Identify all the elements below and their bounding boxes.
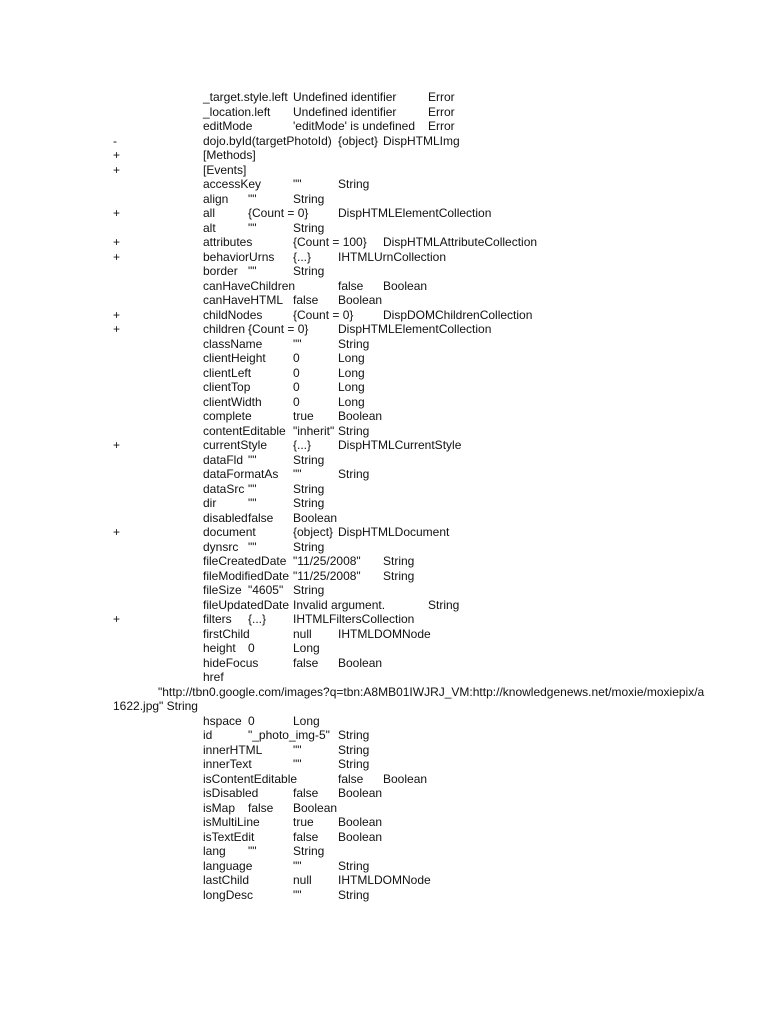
watch-row	[0, 743, 768, 758]
watch-cell: false	[293, 655, 319, 670]
expand-marker: +	[113, 249, 121, 264]
watch-cell: ""	[293, 467, 302, 481]
watch-cell: isTextEdit	[203, 829, 255, 844]
property-list-continued	[0, 714, 768, 903]
watch-cell: String	[383, 568, 415, 583]
expand-marker: +	[113, 307, 121, 322]
watch-row	[0, 656, 768, 671]
watch-cell: Boolean	[293, 800, 338, 815]
watch-cell: fileCreatedDate	[203, 554, 287, 568]
watch-row	[0, 728, 768, 743]
expand-marker: +	[113, 322, 121, 336]
watch-cell: attributes	[203, 235, 253, 249]
watch-cell: id	[203, 728, 213, 742]
watch-row	[0, 772, 768, 787]
watch-cell: isContentEditable	[203, 771, 298, 786]
watch-cell: 0	[248, 713, 255, 728]
watch-cell: String	[338, 858, 370, 873]
watch-cell: IHTMLFiltersCollection	[293, 612, 415, 626]
watch-row	[0, 859, 768, 874]
watch-cell: Boolean	[338, 815, 383, 829]
watch-row	[0, 395, 768, 410]
watch-row	[0, 511, 768, 526]
watch-cell: DispHTMLImg	[383, 133, 460, 148]
watch-cell: "4605"	[248, 583, 284, 597]
watch-row	[0, 540, 768, 555]
watch-row	[0, 308, 768, 323]
watch-cell: editMode	[203, 119, 253, 133]
watch-row	[0, 134, 768, 149]
watch-cell: {...}	[293, 249, 312, 264]
watch-row	[0, 786, 768, 801]
watch-row	[0, 815, 768, 830]
watch-cell: 0	[293, 394, 300, 409]
watch-cell: Error	[428, 104, 455, 119]
watch-cell: ""	[248, 481, 257, 496]
watch-cell: null	[293, 873, 312, 887]
watch-cell: lang	[203, 844, 226, 858]
watch-cell: Boolean	[293, 510, 338, 525]
watch-cell: ""	[293, 177, 302, 191]
watch-cell: false	[293, 829, 319, 844]
watch-cell: String	[338, 423, 370, 438]
watch-cell: "_photo_img-5"	[248, 728, 330, 742]
watch-cell: dataSrc	[203, 481, 245, 496]
watch-cell: Long	[293, 713, 320, 728]
watch-cell: true	[293, 815, 314, 829]
watch-cell: String	[428, 597, 460, 612]
watch-cell: ""	[293, 742, 302, 757]
watch-cell: lastChild	[203, 873, 250, 887]
watch-cell: Undefined identifier	[293, 104, 397, 119]
watch-cell: {object}	[338, 133, 379, 148]
watch-cell: _target.style.left	[203, 90, 288, 104]
watch-cell: String	[338, 336, 370, 351]
watch-cell: filters	[203, 612, 232, 626]
watch-cell: Boolean	[383, 771, 428, 786]
watch-row	[0, 424, 768, 439]
watch-cell: fileUpdatedDate	[203, 597, 290, 612]
watch-cell: dir	[203, 496, 217, 510]
watch-cell: String	[293, 496, 325, 510]
watch-cell: IHTMLDOMNode	[338, 873, 431, 887]
watch-cell: canHaveHTML	[203, 293, 284, 307]
watch-cell: {...}	[248, 612, 267, 626]
watch-cell: height	[203, 641, 236, 655]
watch-row	[0, 206, 768, 221]
watch-cell: language	[203, 858, 253, 873]
watch-row	[0, 177, 768, 192]
watch-cell: DispHTMLDocument	[338, 525, 450, 539]
watch-cell: String	[293, 583, 325, 597]
watch-cell: clientTop	[203, 380, 251, 394]
watch-cell: DispHTMLAttributeCollection	[383, 235, 538, 249]
watch-cell: isMultiLine	[203, 815, 260, 829]
watch-cell: String	[338, 467, 370, 481]
watch-cell: dataFld	[203, 452, 244, 467]
watch-cell: Error	[428, 90, 455, 104]
watch-cell: false	[248, 510, 274, 525]
watch-row	[0, 627, 768, 642]
watch-row	[0, 598, 768, 613]
watch-cell: String	[293, 264, 325, 278]
watch-cell: 'editMode' is undefined	[293, 119, 415, 133]
watch-cell: Boolean	[383, 278, 428, 293]
expand-marker: +	[113, 525, 121, 539]
watch-cell: clientHeight	[203, 351, 266, 365]
watch-cell: Long	[293, 641, 320, 655]
watch-row	[0, 612, 768, 627]
watch-cell: hideFocus	[203, 655, 259, 670]
watch-cell: ""	[248, 220, 257, 235]
watch-cell: ""	[293, 887, 302, 902]
watch-row	[0, 873, 768, 888]
watch-row	[0, 235, 768, 250]
watch-cell: IHTMLUrnCollection	[338, 249, 447, 264]
watch-cell: Invalid argument.	[293, 597, 386, 612]
watch-cell: ""	[248, 539, 257, 554]
watch-cell: longDesc	[203, 887, 254, 902]
watch-cell: Long	[338, 365, 365, 380]
watch-cell: {Count = 0}	[248, 206, 309, 220]
href-value-text: "http://tbn0.google.com/images?q=tbn:A8MB01IWJRJ_VM:http://knowledgenews.net/moxie/moxiepix/a1622.jpg" String	[113, 684, 705, 713]
watch-cell: fileSize	[203, 583, 242, 597]
watch-cell: ""	[248, 844, 257, 858]
watch-cell: ""	[248, 452, 257, 467]
watch-cell: String	[338, 177, 370, 191]
watch-cell: "11/25/2008"	[293, 554, 361, 568]
watch-row	[0, 105, 768, 120]
watch-cell: {Count = 100}	[293, 235, 367, 249]
watch-cell: childNodes	[203, 307, 263, 322]
watch-cell: String	[293, 844, 325, 858]
watch-row	[0, 163, 768, 178]
watch-cell: _location.left	[203, 104, 271, 119]
watch-row	[0, 583, 768, 598]
watch-cell: true	[293, 409, 314, 423]
expand-marker: +	[113, 206, 121, 220]
watch-cell: Undefined identifier	[293, 90, 397, 104]
watch-row	[0, 888, 768, 903]
watch-cell: accessKey	[203, 177, 262, 191]
watch-cell: alt	[203, 220, 216, 235]
watch-cell: ""	[248, 264, 257, 278]
watch-row	[0, 801, 768, 816]
watch-cell: behaviorUrns	[203, 249, 275, 264]
watch-cell: disabled	[203, 510, 248, 525]
watch-cell: canHaveChildren	[203, 278, 296, 293]
expand-marker: +	[113, 148, 121, 162]
watch-row-text: href	[203, 670, 224, 684]
watch-row	[0, 337, 768, 352]
watch-row-text: [Events]	[203, 162, 247, 177]
watch-cell: false	[338, 771, 364, 786]
watch-row	[0, 409, 768, 424]
watch-row	[0, 670, 768, 685]
expand-marker: +	[113, 438, 121, 452]
watch-cell: ""	[248, 191, 257, 206]
watch-row	[0, 250, 768, 265]
watch-row	[0, 148, 768, 163]
watch-cell: String	[338, 887, 370, 902]
watch-cell: border	[203, 264, 238, 278]
expand-marker: -	[113, 133, 117, 148]
watch-cell: Boolean	[338, 786, 383, 800]
watch-cell: Long	[338, 380, 365, 394]
watch-row	[0, 844, 768, 859]
watch-row	[0, 438, 768, 453]
watch-row	[0, 569, 768, 584]
watch-cell: ""	[293, 336, 302, 351]
watch-cell: 0	[293, 351, 300, 365]
watch-cell: 0	[293, 380, 300, 394]
watch-row	[0, 192, 768, 207]
watch-row	[0, 453, 768, 468]
watch-cell: DispDOMChildrenCollection	[383, 307, 533, 322]
expand-marker: +	[113, 162, 121, 177]
watch-cell: Boolean	[338, 409, 383, 423]
watch-cell: firstChild	[203, 626, 250, 641]
watch-cell: null	[293, 626, 312, 641]
watch-cell: false	[293, 786, 319, 800]
watch-row	[0, 279, 768, 294]
watch-row	[0, 366, 768, 381]
watch-cell: String	[293, 220, 325, 235]
watch-cell: document	[203, 525, 256, 539]
watch-cell: String	[293, 191, 325, 206]
expand-marker: +	[113, 612, 121, 626]
watch-row	[0, 525, 768, 540]
watch-cell: innerHTML	[203, 742, 263, 757]
watch-cell: Boolean	[338, 293, 383, 307]
watch-cell: ""	[248, 496, 257, 510]
watch-cell: innerText	[203, 757, 252, 771]
watch-cell: {object}	[293, 525, 334, 539]
watch-cell: String	[338, 728, 370, 742]
watch-row	[0, 322, 768, 337]
watch-row	[0, 467, 768, 482]
watch-cell: {...}	[293, 438, 312, 452]
watch-row	[0, 119, 768, 134]
watch-cell: isMap	[203, 800, 236, 815]
watch-cell: "inherit"	[293, 423, 335, 438]
watch-cell: String	[293, 481, 325, 496]
watch-row	[0, 264, 768, 279]
watch-row	[0, 380, 768, 395]
watch-cell: IHTMLDOMNode	[338, 626, 431, 641]
href-value-row	[0, 685, 768, 714]
watch-row	[0, 757, 768, 772]
watch-cell: Boolean	[338, 655, 383, 670]
watch-cell: contentEditable	[203, 423, 286, 438]
watch-row	[0, 496, 768, 511]
watch-cell: Error	[428, 119, 455, 133]
watch-cell: false	[248, 800, 274, 815]
watch-cell: complete	[203, 409, 252, 423]
watch-cell: DispHTMLElementCollection	[338, 206, 492, 220]
watch-cell: DispHTMLCurrentStyle	[338, 438, 462, 452]
watch-row	[0, 221, 768, 236]
watch-row	[0, 830, 768, 845]
watch-row	[0, 293, 768, 308]
watch-cell: ""	[293, 757, 302, 771]
watch-cell: String	[383, 554, 415, 568]
watch-row	[0, 90, 768, 105]
watch-cell: "11/25/2008"	[293, 568, 361, 583]
watch-cell: isDisabled	[203, 786, 259, 800]
watch-row-text: [Methods]	[203, 148, 256, 162]
expand-marker: +	[113, 235, 121, 249]
watch-cell: 0	[248, 641, 255, 655]
watch-cell: 0	[293, 365, 300, 380]
watch-cell: dojo.byId(targetPhotoId)	[203, 133, 332, 148]
watch-cell: dynsrc	[203, 539, 239, 554]
watch-row	[0, 714, 768, 729]
watch-cell: false	[293, 293, 319, 307]
watch-row	[0, 641, 768, 656]
watch-cell: String	[338, 757, 370, 771]
watch-cell: String	[293, 539, 325, 554]
property-list	[0, 90, 768, 685]
watch-cell: dataFormatAs	[203, 467, 279, 481]
watch-row	[0, 554, 768, 569]
watch-cell: ""	[293, 858, 302, 873]
watch-cell: Boolean	[338, 829, 383, 844]
watch-cell: all	[203, 206, 216, 220]
watch-cell: hspace	[203, 713, 242, 728]
watch-cell: String	[338, 742, 370, 757]
watch-cell: currentStyle	[203, 438, 268, 452]
watch-cell: DispHTMLElementCollection	[338, 322, 492, 336]
watch-row	[0, 482, 768, 497]
watch-cell: {Count = 0}	[248, 322, 309, 336]
watch-row	[0, 351, 768, 366]
watch-cell: className	[203, 336, 263, 351]
watch-cell: false	[338, 278, 364, 293]
watch-cell: Long	[338, 351, 365, 365]
watch-cell: String	[293, 452, 325, 467]
watch-cell: children	[203, 322, 246, 336]
watch-cell: {Count = 0}	[293, 307, 354, 322]
debug-watch-listing	[0, 90, 768, 902]
watch-cell: clientWidth	[203, 394, 262, 409]
watch-cell: Long	[338, 394, 365, 409]
watch-cell: fileModifiedDate	[203, 568, 290, 583]
watch-cell: clientLeft	[203, 365, 252, 380]
watch-cell: align	[203, 191, 229, 206]
